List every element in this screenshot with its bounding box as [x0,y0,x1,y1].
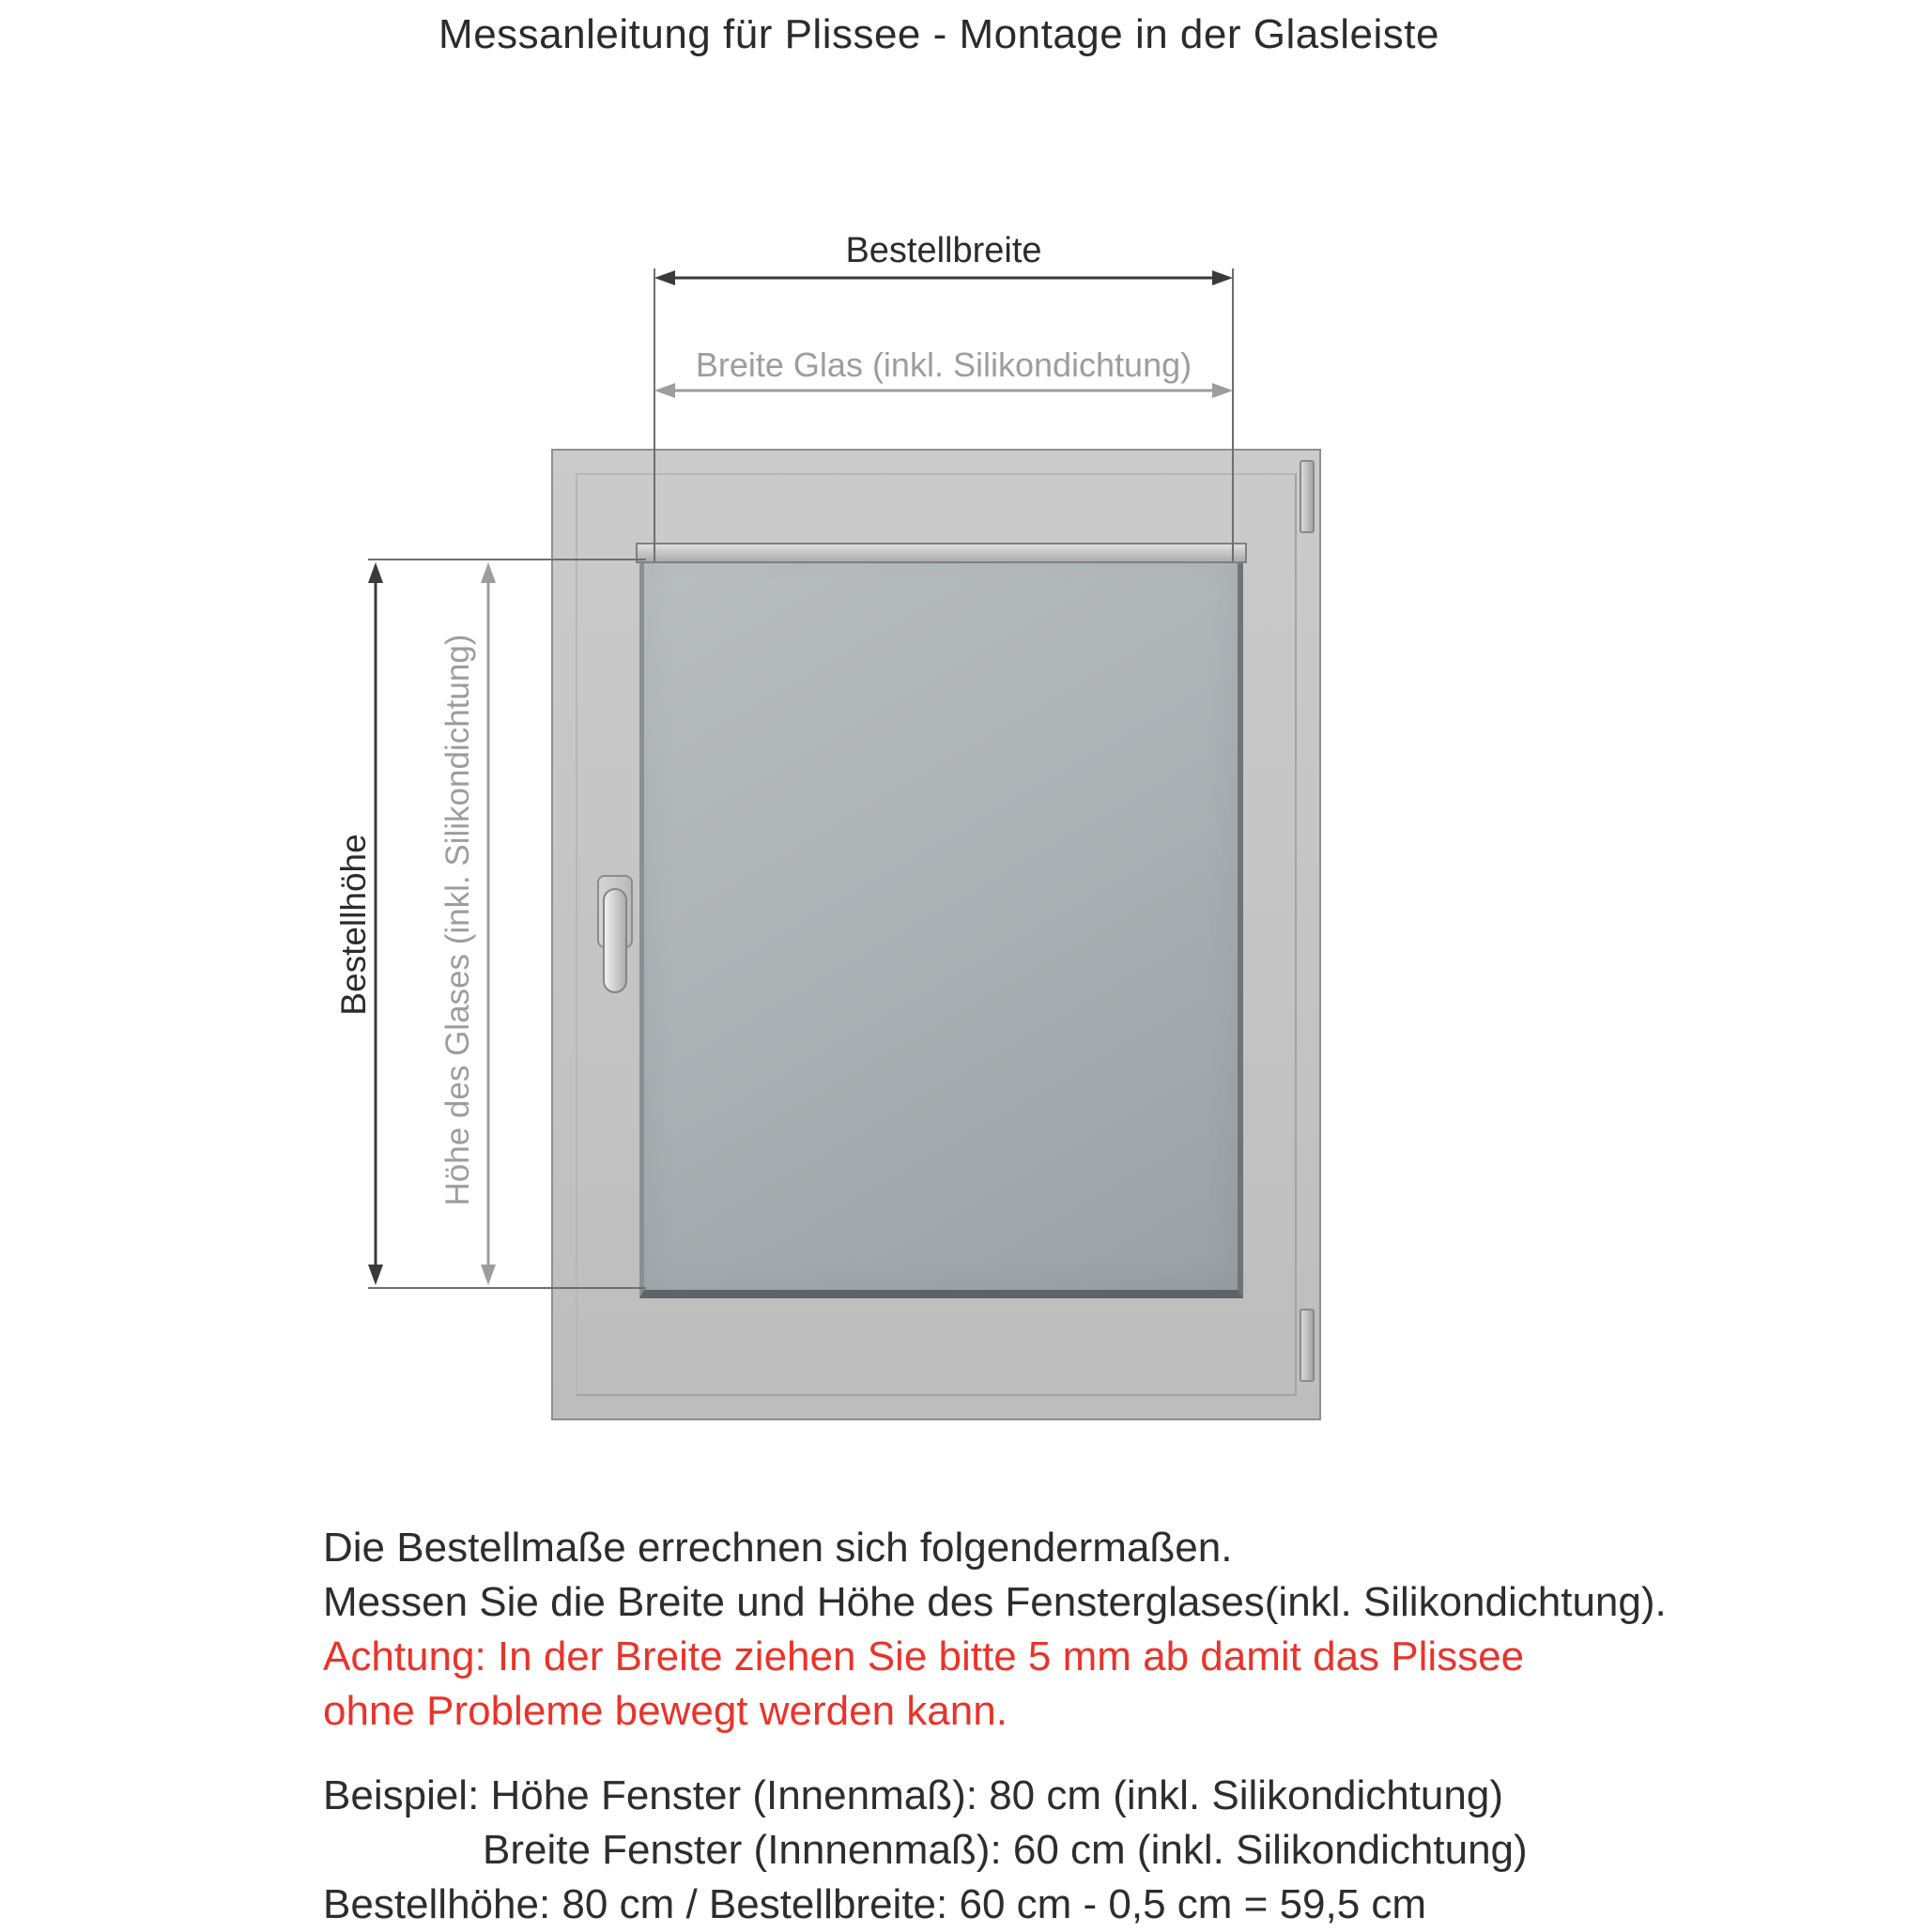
instructions-text [323,1521,1667,1932]
window-hinge-bottom [1300,1309,1315,1382]
plissee-top-rail [636,543,1247,563]
instruction-line-1: Die Bestellmaße errechnen sich folgendermaßen. [323,1525,1233,1571]
window-handle [603,888,627,993]
instruction-line-2: Messen Sie die Breite und Höhe des Fensterglases(inkl. Silikondichtung). [323,1579,1667,1625]
dim-label-order-width: Bestellbreite [845,231,1042,270]
example-line-1: Beispiel: Höhe Fenster (Innenmaß): 80 cm (inkl. Silikondichtung) [323,1772,1503,1818]
example-line-3: Bestellhöhe: 80 cm / Bestellbreite: 60 cm - 0,5 cm = 59,5 cm [323,1881,1427,1927]
window-glass [639,547,1243,1298]
dim-label-glass-width: Breite Glas (inkl. Silikondichtung) [695,345,1192,384]
warning-line-2: ohne Probleme bewegt werden kann. [323,1688,1008,1734]
dim-label-order-height: Bestellhöhe [334,834,373,1016]
window-hinge-top [1300,460,1315,533]
warning-line-1: Achtung: In der Breite ziehen Sie bitte 5 mm ab damit das Plissee [323,1633,1525,1679]
example-line-2: Breite Fenster (Innnenmaß): 60 cm (inkl. Silikondichtung) [483,1827,1528,1873]
dim-label-glass-height: Höhe des Glases (inkl. Silikondichtung) [439,634,476,1206]
page-title: Messanleitung für Plissee - Montage in der Glasleiste [438,11,1439,57]
